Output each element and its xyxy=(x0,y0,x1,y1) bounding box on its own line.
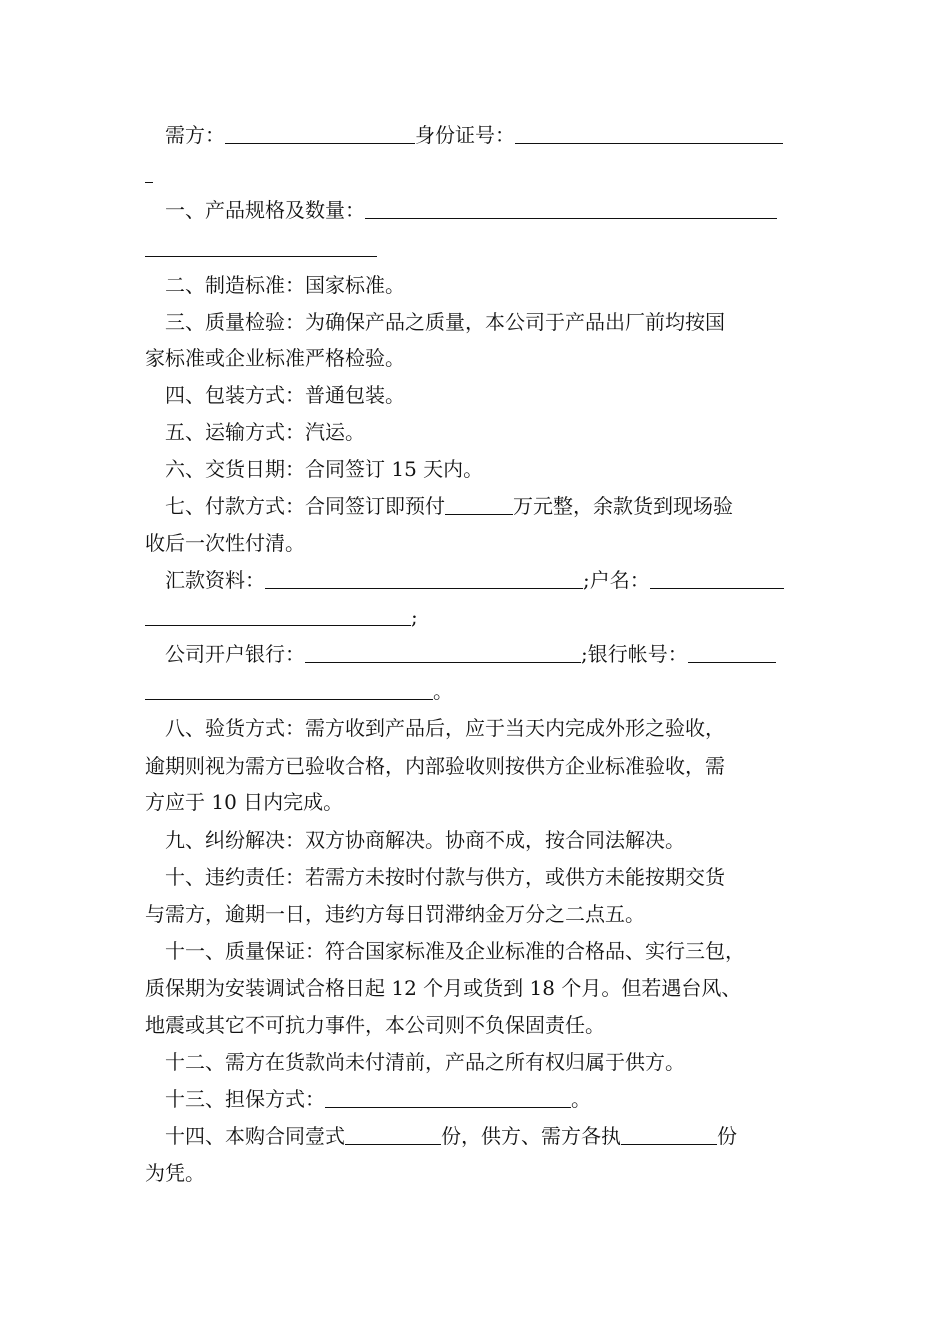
bank-name-blank[interactable] xyxy=(305,642,581,663)
id-number-blank[interactable] xyxy=(515,123,783,144)
bank-line-continued xyxy=(145,677,453,705)
item-7-line-1 xyxy=(165,492,733,520)
item-8-line-1: 八、验货方式：需方收到产品后，应于当天内完成外形之验收， xyxy=(165,716,725,740)
copies-each-blank[interactable] xyxy=(621,1124,717,1145)
item-1 xyxy=(165,196,777,224)
remittance-line xyxy=(165,566,784,594)
id-number-blank-tail[interactable] xyxy=(145,162,153,183)
bank-account-blank-tail[interactable] xyxy=(145,679,433,700)
item-14-mid: 份，供方、需方各执 xyxy=(441,1124,621,1148)
id-number-blank-continued xyxy=(145,160,153,188)
item-1-continued xyxy=(145,234,377,262)
bank-account-blank[interactable] xyxy=(688,642,776,663)
item-14-line-1 xyxy=(165,1122,737,1150)
buyer-label: 需方： xyxy=(165,123,225,147)
item-8-line-3: 方应于 10 日内完成。 xyxy=(145,790,344,814)
item-9: 九、纠纷解决：双方协商解决。协商不成，按合同法解决。 xyxy=(165,828,685,852)
item-13-period: 。 xyxy=(571,1087,591,1111)
prepayment-blank[interactable] xyxy=(445,494,513,515)
product-spec-blank[interactable] xyxy=(365,198,777,219)
copies-total-blank[interactable] xyxy=(345,1124,441,1145)
item-11-line-3: 地震或其它不可抗力事件，本公司则不负保固责任。 xyxy=(145,1013,605,1037)
item-14-unit: 份 xyxy=(717,1124,737,1148)
item-7-label: 七、付款方式：合同签订即预付 xyxy=(165,494,445,518)
item-8-line-2: 逾期则视为需方已验收合格，内部验收则按供方企业标准验收，需 xyxy=(145,754,725,778)
buyer-name-blank[interactable] xyxy=(225,123,415,144)
product-spec-blank-tail[interactable] xyxy=(145,236,377,257)
remittance-line-continued xyxy=(145,603,418,631)
item-1-label: 一、产品规格及数量： xyxy=(165,198,365,222)
guarantee-blank[interactable] xyxy=(325,1087,571,1108)
item-5: 五、运输方式：汽运。 xyxy=(165,420,365,444)
remittance-label: 汇款资料： xyxy=(165,568,265,592)
account-name-blank-tail[interactable] xyxy=(145,605,411,626)
account-name-blank[interactable] xyxy=(650,568,784,589)
item-3-line-1: 三、质量检验：为确保产品之质量，本公司于产品出厂前均按国 xyxy=(165,310,725,334)
item-13-label: 十三、担保方式： xyxy=(165,1087,325,1111)
account-name-label: ;户名： xyxy=(583,568,650,592)
item-2: 二、制造标准：国家标准。 xyxy=(165,273,405,297)
bank-line xyxy=(165,640,776,668)
item-6: 六、交货日期：合同签订 15 天内。 xyxy=(165,457,484,481)
item-11-line-1: 十一、质量保证：符合国家标准及企业标准的合格品、实行三包， xyxy=(165,939,745,963)
item-7-line-2: 收后一次性付清。 xyxy=(145,531,305,555)
buyer-line xyxy=(165,121,783,149)
item-14-line-2: 为凭。 xyxy=(145,1161,205,1185)
item-4: 四、包装方式：普通包装。 xyxy=(165,383,405,407)
item-10-line-2: 与需方，逾期一日，违约方每日罚滞纳金万分之二点五。 xyxy=(145,902,645,926)
item-12: 十二、需方在货款尚未付清前，产品之所有权归属于供方。 xyxy=(165,1050,685,1074)
item-3-line-2: 家标准或企业标准严格检验。 xyxy=(145,346,405,370)
item-7-rest: 万元整，余款货到现场验 xyxy=(513,494,733,518)
bank-account-label: ;银行帐号： xyxy=(581,642,688,666)
item-11-line-2: 质保期为安装调试合格日起 12 个月或货到 18 个月。但若遇台风、 xyxy=(145,976,742,1000)
id-number-label: 身份证号： xyxy=(415,123,515,147)
item-13 xyxy=(165,1085,591,1113)
item-10-line-1: 十、违约责任：若需方未按时付款与供方，或供方未能按期交货 xyxy=(165,865,725,889)
semicolon: ; xyxy=(411,605,418,629)
remittance-blank[interactable] xyxy=(265,568,583,589)
item-14-label: 十四、本购合同壹式 xyxy=(165,1124,345,1148)
period: 。 xyxy=(433,679,453,703)
bank-label: 公司开户银行： xyxy=(165,642,305,666)
